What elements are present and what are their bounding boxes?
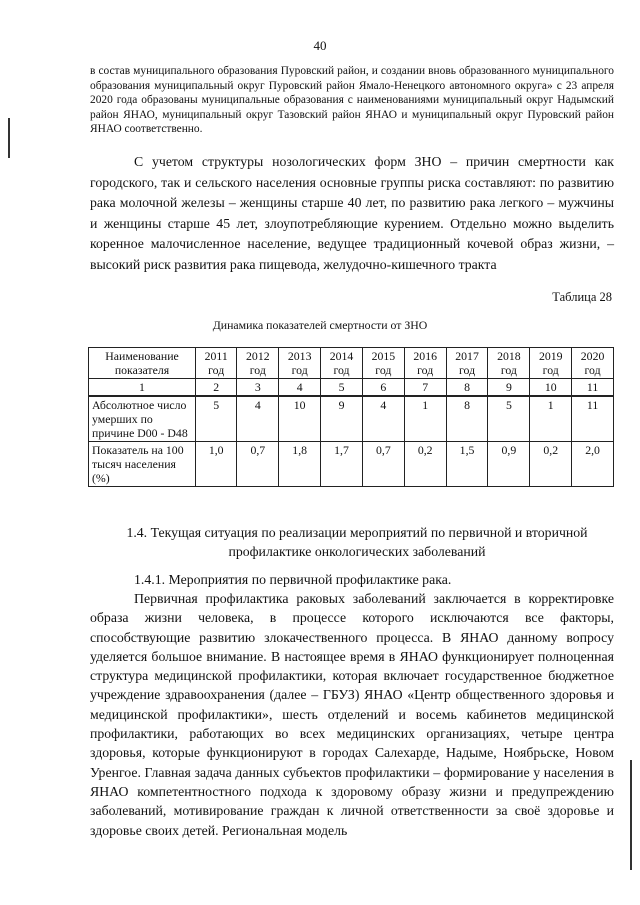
table-cell: 1,7: [321, 442, 363, 487]
table-cell: 1: [404, 396, 446, 442]
table-cell: 1,0: [196, 442, 237, 487]
table-cell: 11: [572, 396, 614, 442]
header-year: 2016 год: [404, 348, 446, 379]
table-cell: 0,9: [488, 442, 530, 487]
header-year: 2020 год: [572, 348, 614, 379]
index-cell: 4: [279, 379, 321, 397]
table-cell: 0,7: [362, 442, 404, 487]
table-cell: 1,5: [446, 442, 488, 487]
header-year: 2014 год: [321, 348, 363, 379]
table-row-rate-per-100k: [89, 442, 614, 487]
table-cell: 0,7: [237, 442, 279, 487]
index-cell: 5: [321, 379, 363, 397]
table-row-absolute-deaths: [89, 396, 614, 442]
table-cell: 9: [321, 396, 363, 442]
table-index-row: [89, 379, 614, 397]
header-indicator-name: Наименование показателя: [89, 348, 196, 379]
mortality-table: [88, 347, 614, 487]
index-cell: 1: [89, 379, 196, 397]
table-cell: 2,0: [572, 442, 614, 487]
index-cell: 8: [446, 379, 488, 397]
intro-paragraph: в состав муниципального образования Пуровский район, и создании вновь образованного муниципального образования муниципальный округ Пуровский район Ямало-Ненецкого автономного округа» с 23 апреля 2020 года образованы муниципальные образования с наименованиями муниципальный округ Надымский район ЯНАО, муниципальный округ Тазовский район ЯНАО и муниципальный округ Пуровский район ЯНАО соответственно.: [90, 65, 614, 136]
table-cell: 5: [196, 396, 237, 442]
table-cell: 10: [279, 396, 321, 442]
table-label: Таблица 28: [552, 290, 612, 304]
index-cell: 2: [196, 379, 237, 397]
table-cell: 1,8: [279, 442, 321, 487]
left-margin-mark: [8, 118, 10, 158]
header-year: 2017 год: [446, 348, 488, 379]
index-cell: 7: [404, 379, 446, 397]
header-year: 2011 год: [196, 348, 237, 379]
row-name: Абсолютное число умерших по причине D00 - D48: [89, 396, 196, 442]
risk-groups-paragraph: С учетом структуры нозологических форм ЗНО – причин смертности как городского, так и сельского населения основные группы риска составляют: по развитию рака молочной железы – женщины старше 40 лет, по развитию рака легкого – мужчины и женщины старше 45 лет, злоупотребляющие курением. Отдельно можно выделить коренное малочисленное население, ведущее традиционный кочевой образ жизни, – высокий риск развития рака пищевода, желудочно-кишечного тракта: [90, 154, 614, 272]
right-margin-mark: [630, 760, 632, 870]
row-name: Показатель на 100 тысяч населения (%): [89, 442, 196, 487]
table-caption: Динамика показателей смертности от ЗНО: [212, 318, 428, 332]
header-year: 2019 год: [530, 348, 572, 379]
index-cell: 6: [362, 379, 404, 397]
header-year: 2015 год: [362, 348, 404, 379]
header-year: 2012 год: [237, 348, 279, 379]
section-title: 1.4. Текущая ситуация по реализации мероприятий по первичной и вторичной профилактике онкологических заболеваний: [126, 525, 588, 559]
table-cell: 0,2: [404, 442, 446, 487]
table-cell: 4: [237, 396, 279, 442]
table-cell: 4: [362, 396, 404, 442]
index-cell: 9: [488, 379, 530, 397]
table-cell: 8: [446, 396, 488, 442]
index-cell: 11: [572, 379, 614, 397]
page-number: 40: [313, 38, 327, 53]
table-cell: 0,2: [530, 442, 572, 487]
subsection-title: 1.4.1. Мероприятия по первичной профилактике рака.: [134, 572, 452, 587]
index-cell: 10: [530, 379, 572, 397]
header-year: 2013 год: [279, 348, 321, 379]
header-year: 2018 год: [488, 348, 530, 379]
primary-prevention-paragraph: Первичная профилактика раковых заболеваний заключается в корректировке образа жизни человека, в процессе которого исключаются все факторы, способствующие развитию злокачественного процесса. В ЯНАО данному вопросу уделяется большое внимание. В настоящее время в ЯНАО функционирует полноценная структура медицинской профилактики, которая включает государственное бюджетное учреждение здравоохранения (далее – ГБУЗ) ЯНАО «Центр общественного здоровья и медицинской профилактики», шесть отделений и восемь кабинетов медицинской профилактики, работающих во всех медицинских организациях, четыре центра здоровья, которые функционируют в городах Салехарде, Надыме, Ноябрьске, Новом Уренгое. Главная задача данных субъектов профилактики – формирование у населения в ЯНАО компетентностного подхода к здоровому образу жизни и предупреждению заболеваний, мотивирование граждан к личной ответственности за своё здоровье и здоровье своих детей. Региональная модель: [90, 591, 614, 838]
table-cell: 5: [488, 396, 530, 442]
table-cell: 1: [530, 396, 572, 442]
table-header-row: [89, 348, 614, 379]
index-cell: 3: [237, 379, 279, 397]
